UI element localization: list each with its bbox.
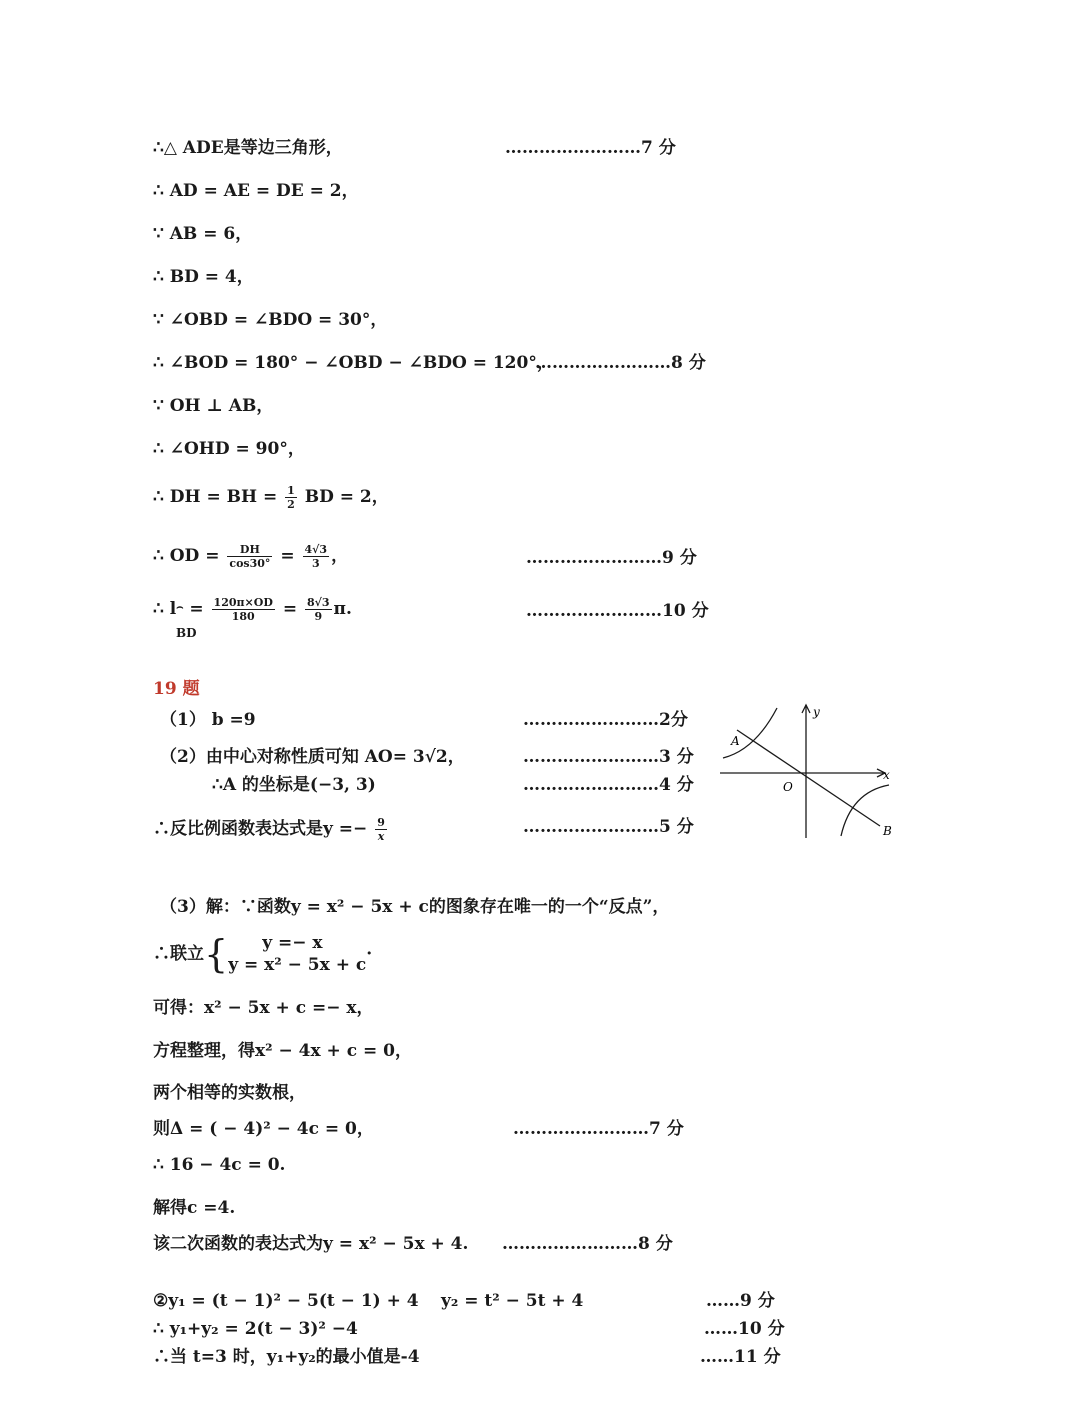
line-y-neg-x <box>737 730 880 826</box>
q19-part-9: 解得c =4. <box>153 1198 236 1218</box>
q19-score-10: ……10 分 <box>704 1319 785 1339</box>
line-1: ∴△ ADE是等边三角形， <box>153 138 343 158</box>
q19-part-8: ∴ 16 − 4c = 0. <box>153 1155 286 1175</box>
score-8: ……………………8 分 <box>535 353 706 373</box>
q19-score-3: ……………………3 分 <box>523 747 694 767</box>
hyperbola-branch-right <box>841 785 889 836</box>
q19-part-2: （2）由中心对称性质可知 AO= 3√2， <box>160 747 465 767</box>
line-6: ∴ ∠BOD = 180° − ∠OBD − ∠BDO = 120°， <box>153 353 554 373</box>
q19-part-13: ∴当 t=3 时，y₁+y₂的最小值是-4 <box>153 1347 420 1367</box>
q19-score-5: ……………………5 分 <box>523 817 694 837</box>
q19-part-12: ∴ y₁+y₂ = 2(t − 3)² −4 <box>153 1319 358 1339</box>
q19-score-9: ……9 分 <box>706 1291 775 1311</box>
q19-part-2c: ∴反比例函数表达式是y =− $\frac{9}{x}$ <box>153 816 385 843</box>
q19-score-4: ……………………4 分 <box>523 775 694 795</box>
line-5: ∵ ∠OBD = ∠BDO = 30°， <box>153 310 388 330</box>
hyperbola-branch-left <box>723 708 777 758</box>
q19-part-4: 可得：x² − 5x + c =− x， <box>153 998 374 1018</box>
hyperbola-graph <box>715 700 900 845</box>
question-19-title: 19 题 <box>153 679 200 699</box>
graph-label-o: O <box>783 780 793 794</box>
arc-subscript: BD <box>176 626 197 640</box>
fraction-arc: $\frac{120\pi\times OD}{180}$ <box>213 596 273 623</box>
q19-part-10: 该二次函数的表达式为y = x² − 5x + 4. <box>153 1234 469 1254</box>
q19-part-11b: y₂ = t² − 5t + 4 <box>441 1291 584 1311</box>
q19-part-1: （1） b =9 <box>160 710 256 730</box>
score-10: ……………………10 分 <box>526 601 709 621</box>
line-11: ∴ l⌢ = $\frac{120\pi\times OD}{180}$ = $\frac{8√3}{9}$ π. <box>153 596 352 623</box>
q19-score-7: ……………………7 分 <box>513 1119 684 1139</box>
graph-label-x: x <box>883 768 890 782</box>
fraction-half: $\frac{1}{2}$ <box>287 484 295 511</box>
line-9-suffix: BD = 2， <box>304 487 389 507</box>
graph-label-b: B <box>883 824 892 838</box>
line-4: ∴ BD = 4， <box>153 267 254 287</box>
graph-label-y: y <box>813 705 820 719</box>
q19-part-2b: ∴A 的坐标是(−3, 3) <box>212 775 376 795</box>
line-3: ∵ AB = 6， <box>153 224 253 244</box>
fraction-9-over-x: $\frac{9}{x}$ <box>377 816 385 843</box>
q19-system: ∴联立{ y =− x y = x² − 5x + c · <box>153 932 373 976</box>
fraction-dh-cos: $\frac{DH}{\cos 30^\circ}$ <box>229 543 271 570</box>
q19-score-2: ……………………2分 <box>523 710 688 730</box>
fraction-4root3: $\frac{4√3}{3}$ <box>304 543 328 570</box>
line-9-prefix: ∴ DH = BH = <box>153 487 278 507</box>
line-9 <box>153 484 389 511</box>
q19-part-5: 方程整理，得x² − 4x + c = 0， <box>153 1041 412 1061</box>
q19-part-6: 两个相等的实数根， <box>153 1083 306 1103</box>
line-2: ∴ AD = AE = DE = 2， <box>153 181 359 201</box>
q19-part-7: 则Δ = ( − 4)² − 4c = 0， <box>153 1119 374 1139</box>
graph-label-a: A <box>731 734 740 748</box>
score-9: ……………………9 分 <box>526 548 697 568</box>
score-7: ……………………7 分 <box>505 138 676 158</box>
line-10: ∴ OD = $\frac{DH}{\cos 30^\circ}$ = $\frac{4√3}{3}$ ， <box>153 543 349 570</box>
q19-score-11: ……11 分 <box>700 1347 781 1367</box>
q19-score-8: ……………………8 分 <box>502 1234 673 1254</box>
q19-part-11a: ②y₁ = (t − 1)² − 5(t − 1) + 4 <box>153 1291 419 1311</box>
fraction-8root3: $\frac{8√3}{9}$ <box>307 596 330 623</box>
line-7: ∵ OH ⊥ AB， <box>153 396 274 416</box>
q19-part-3: （3）解：∵函数y = x² − 5x + c的图象存在唯一的一个“反点”， <box>160 897 670 917</box>
line-8: ∴ ∠OHD = 90°， <box>153 439 305 459</box>
